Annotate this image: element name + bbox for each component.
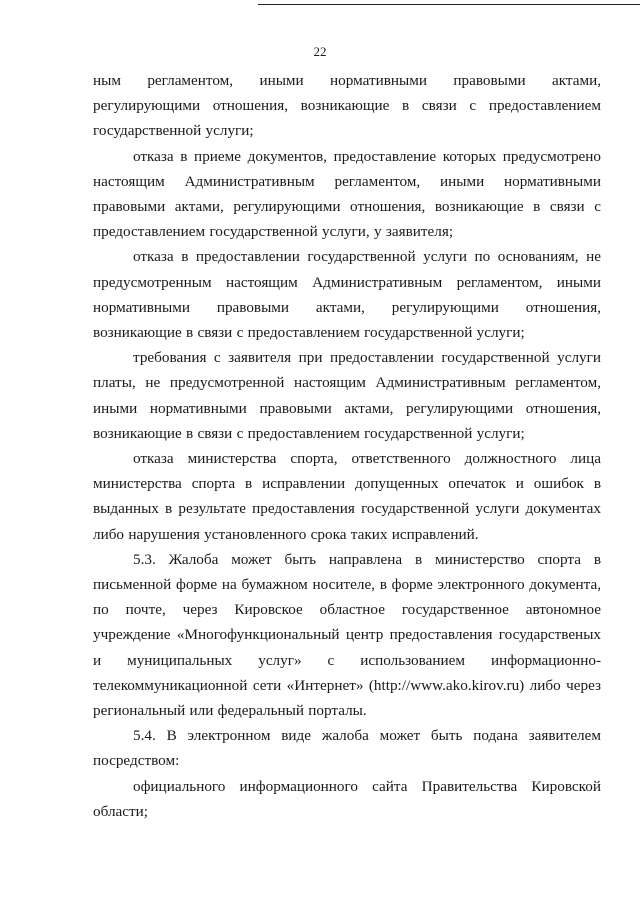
document-body [93,68,601,824]
paragraph-section-5-3: 5.3. Жалоба может быть направлена в министерство спорта в письменной форме на бумажном носителе, в форме электронного документа, по почте, через Кировское областное государственное автономное учреждение «Многофункциональный центр предоставления государственых и муниципальных услуг» с использованием информационно-телекоммуникационной сети «Интернет» (http://www.ako.kirov.ru) либо через региональный или федеральный порталы. [93,550,601,720]
paragraph-refusal-service: отказа в предоставлении государственной услуги по основаниям, не предусмотренным настоящим Административным регламентом, иными нормативными правовыми актами, регулирующими отношения, возникающие в связи с предоставлением государственной услуги; [93,248,601,342]
paragraph-official-site: официального информационного сайта Правительства Кировской области; [93,777,601,820]
paragraph-continuation: ным регламентом, иными нормативными правовыми актами, регулирующими отношения, возникающие в связи с предоставлением государственной услуги; [93,72,601,140]
paragraph-section-5-4: 5.4. В электронном виде жалоба может быть подана заявителем посредством: [93,727,601,770]
page-number: 22 [313,44,327,59]
paragraph-refusal-documents: отказа в приеме документов, предоставление которых предусмотрено настоящим Административным регламентом, иными нормативными правовыми актами, регулирующими отношения, возникающие в связи с предоставлением государственной услуги, у заявителя; [93,147,601,241]
paragraph-refusal-corrections: отказа министерства спорта, ответственного должностного лица министерства спорта в исправлении допущенных опечаток и ошибок в выданных в результате предоставления государственной услуги документах либо нарушения установленного срока таких исправлений. [93,450,601,543]
top-border-line [258,4,640,5]
paragraph-fee-requirement: требования с заявителя при предоставлении государственной услуги платы, не предусмотренной настоящим Административным регламентом, иными нормативными правовыми актами, регулирующими отношения, возникающие в связи с предоставлением государственной услуги; [93,349,601,442]
